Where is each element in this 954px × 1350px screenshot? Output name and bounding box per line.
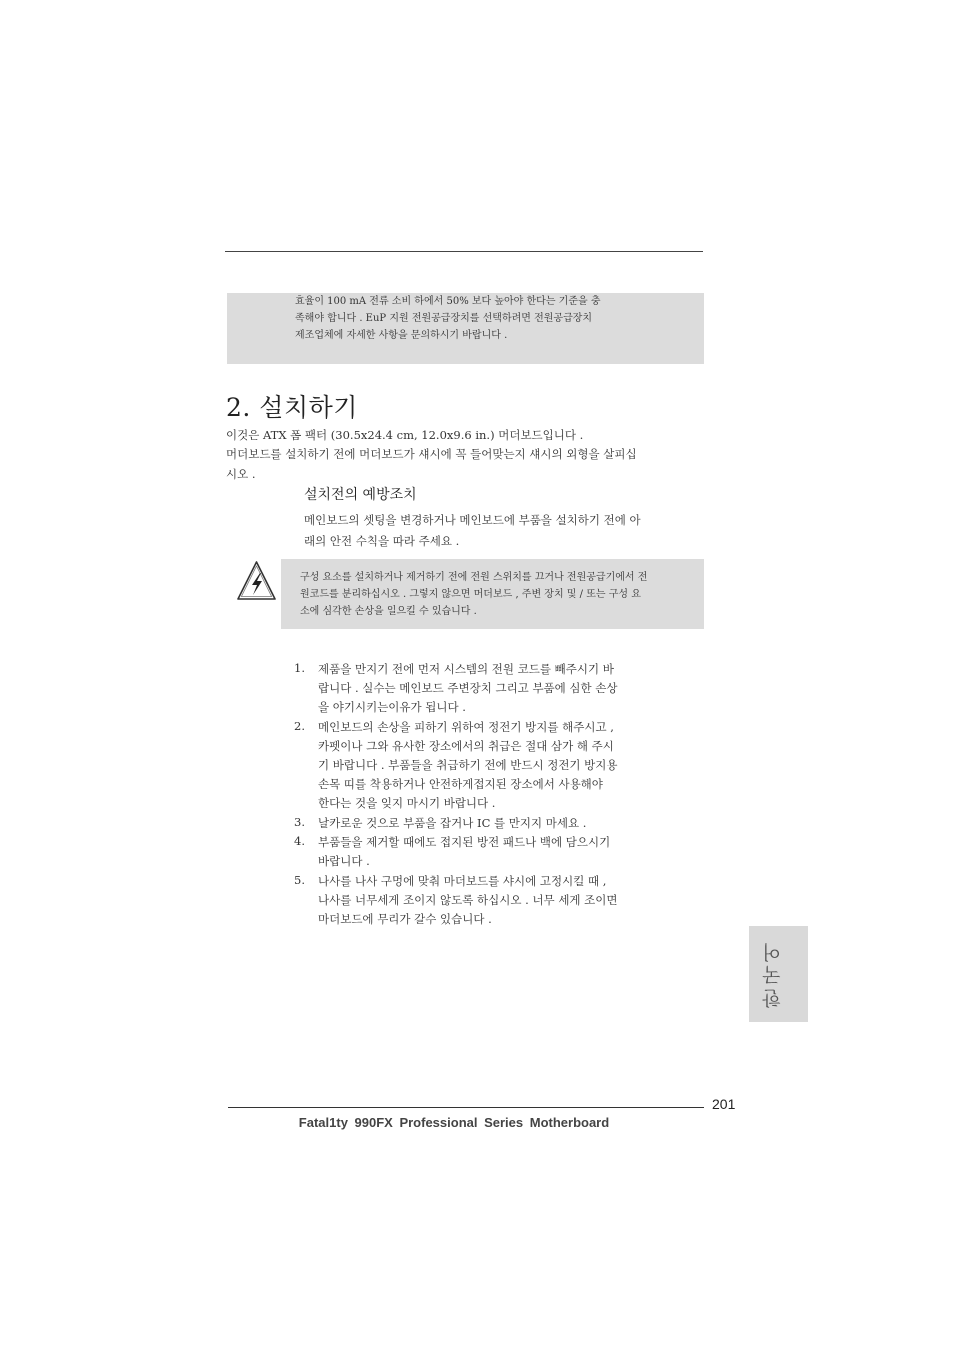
list-text: 랍니다 . 실수는 메인보드 주변장치 그리고 부품에 심한 손상 xyxy=(318,681,618,695)
list-text: 나사를 나사 구멍에 맞춰 마더보드를 샤시에 고정시킬 때 , xyxy=(318,874,607,888)
list-text: 나사를 너무세게 조이지 않도록 하십시오 . 너무 세게 조이면 xyxy=(318,893,618,907)
page-number: 201 xyxy=(712,1096,736,1112)
note-box xyxy=(227,293,704,364)
list-text: 기 바랍니다 . 부품들을 취급하기 전에 반드시 정전기 방지용 xyxy=(318,758,618,772)
note-line: 족해야 합니다 . EuP 지원 전원공급장치를 선택하려면 전원공급장치 xyxy=(295,313,593,324)
precautions-text: 래의 안전 수칙을 따라 주세요 . xyxy=(304,534,460,548)
list-number: 3. xyxy=(294,815,305,829)
warning-box xyxy=(281,559,704,629)
list-number: 1. xyxy=(294,661,305,675)
list-text: 부품들을 제거할 때에도 접지된 방전 패드나 백에 담으시기 xyxy=(318,835,611,849)
list-text: 을 야기시키는이유가 됩니다 . xyxy=(318,700,466,714)
list-text: 제품을 만지기 전에 먼저 시스템의 전원 코드를 빼주시기 바 xyxy=(318,662,614,676)
list-number: 4. xyxy=(294,834,305,848)
intro-line: 시오 . xyxy=(226,467,256,481)
warning-line: 구성 요소를 설치하거나 제거하기 전에 전원 스위치를 끄거나 전원공급기에서 전 xyxy=(300,572,648,583)
list-text: 마더보드에 무리가 갈수 있습니다 . xyxy=(318,912,492,926)
footer xyxy=(0,1112,954,1131)
intro-line: 이것은 ATX 폼 팩터 (30.5x24.4 cm, 12.0x9.6 in.) 머더보드입니다 . xyxy=(226,428,584,442)
warning-line: 소에 심각한 손상을 일으킬 수 있습니다 . xyxy=(300,606,477,617)
note-line: 효율이 100 mA 전류 소비 하에서 50% 보다 높아야 한다는 기준을 충 xyxy=(295,296,601,307)
list-text: 바랍니다 . xyxy=(318,854,370,868)
list-number: 5. xyxy=(294,873,305,887)
language-side-tab xyxy=(749,926,808,1022)
list-text: 손목 띠를 착용하거나 안전하게접지된 장소에서 사용해야 xyxy=(318,777,603,791)
electrical-hazard-icon xyxy=(236,560,277,602)
footer-title: Fatal1ty 990FX Professional Series Motherboard xyxy=(298,1115,610,1130)
list-text: 날카로운 것으로 부품을 잡거나 IC 를 만지지 마세요 . xyxy=(318,816,587,830)
language-label: 한국어 xyxy=(762,939,784,1009)
intro-line: 머더보드를 설치하기 전에 머더보드가 섀시에 꼭 들어맞는지 섀시의 외형을 살피십 xyxy=(226,447,637,461)
precautions-heading: 설치전의 예방조치 xyxy=(304,487,417,503)
note-line: 제조업체에 자세한 사항을 문의하시기 바랍니다 . xyxy=(295,330,508,341)
section-title: 2. 설치하기 xyxy=(226,393,358,422)
footer-divider xyxy=(228,1107,704,1108)
list-text: 메인보드의 손상을 피하기 위하여 정전기 방지를 해주시고 , xyxy=(318,720,614,734)
precautions-text: 메인보드의 셋팅을 변경하거나 메인보드에 부품을 설치하기 전에 아 xyxy=(304,513,641,527)
top-divider xyxy=(225,251,703,252)
list-text: 카펫이나 그와 유사한 장소에서의 취급은 절대 삼가 해 주시 xyxy=(318,739,614,753)
list-text: 한다는 것을 잊지 마시기 바랍니다 . xyxy=(318,796,496,810)
list-number: 2. xyxy=(294,719,305,733)
warning-line: 원코드를 분리하십시오 . 그렇지 않으면 머더보드 , 주변 장치 및 / 또는 구성 요 xyxy=(300,589,641,600)
